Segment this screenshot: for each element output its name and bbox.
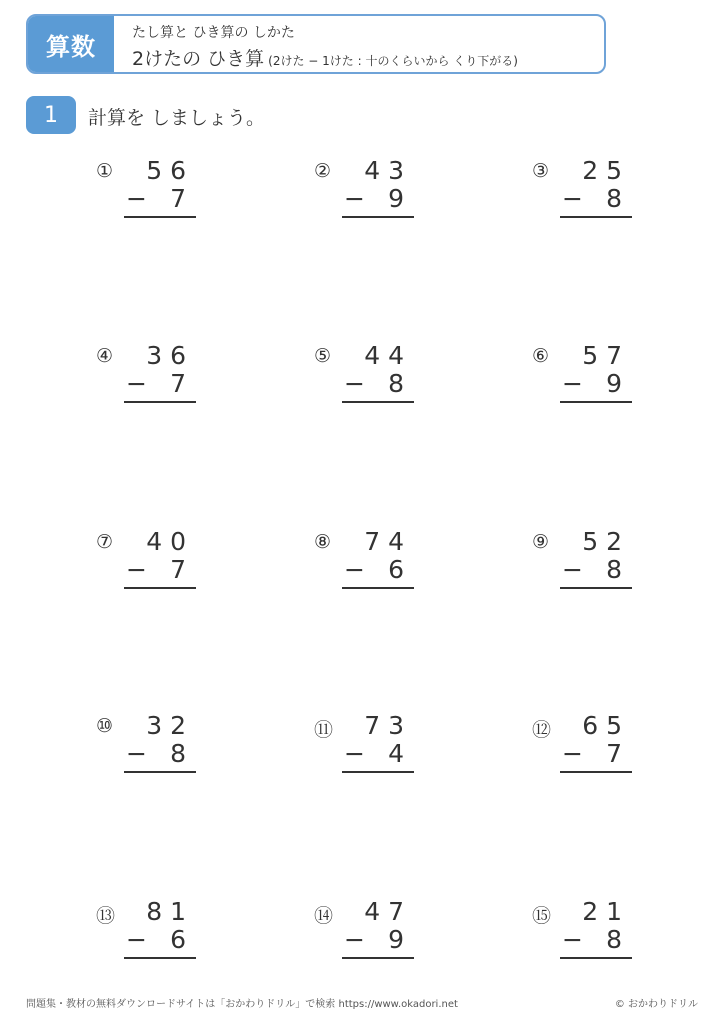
minuend: 56 — [146, 156, 194, 185]
question-instruction: 計算を しましょう。 — [88, 107, 266, 129]
answer-line — [342, 401, 414, 403]
subtrahend: 9 — [606, 369, 622, 398]
problem — [314, 897, 474, 967]
problem — [314, 156, 474, 226]
answer-line — [342, 957, 414, 959]
header-subtitle: たし算と ひき算の しかた — [132, 25, 295, 41]
minuend: 21 — [582, 897, 630, 926]
minus-sign: − — [126, 555, 147, 584]
problem-number: ⑫ — [532, 719, 552, 741]
subtrahend: 8 — [606, 925, 622, 954]
problem — [96, 156, 256, 226]
answer-line — [124, 771, 196, 773]
answer-line — [124, 216, 196, 218]
problem-number: ⑪ — [314, 719, 334, 741]
answer-line — [342, 587, 414, 589]
problem-number: ⑨ — [532, 531, 550, 553]
problem — [532, 527, 692, 597]
problem-number: ⑮ — [532, 905, 552, 927]
subtrahend: 9 — [388, 184, 404, 213]
problem-number: ⑬ — [96, 905, 116, 927]
answer-line — [124, 587, 196, 589]
minus-sign: − — [562, 369, 583, 398]
problem — [532, 897, 692, 967]
subtrahend: 7 — [170, 555, 186, 584]
subtrahend: 6 — [388, 555, 404, 584]
minus-sign: − — [344, 925, 365, 954]
subtrahend: 4 — [388, 739, 404, 768]
question-number-badge: 1 — [26, 96, 76, 134]
minuend: 40 — [146, 527, 194, 556]
minus-sign: − — [344, 369, 365, 398]
answer-line — [124, 401, 196, 403]
answer-line — [342, 771, 414, 773]
problem-number: ③ — [532, 160, 550, 182]
footer-site-text: 問題集・教材の無料ダウンロードサイトは「おかわりドリル」で検索 https://www.okadori.net — [26, 999, 458, 1010]
subject-tab: 算数 — [28, 16, 114, 72]
answer-line — [560, 401, 632, 403]
subtrahend: 7 — [170, 184, 186, 213]
problem — [314, 341, 474, 411]
problem-number: ④ — [96, 345, 114, 367]
answer-line — [124, 957, 196, 959]
minuend: 65 — [582, 711, 630, 740]
problem — [96, 711, 256, 781]
worksheet-title: 2けたの ひき算 — [132, 48, 265, 70]
header-title-row — [132, 44, 518, 71]
problem — [96, 341, 256, 411]
answer-line — [560, 216, 632, 218]
subtrahend: 8 — [170, 739, 186, 768]
minuend: 74 — [364, 527, 412, 556]
subtrahend: 8 — [606, 184, 622, 213]
worksheet-header — [26, 14, 606, 74]
answer-line — [342, 216, 414, 218]
minuend: 32 — [146, 711, 194, 740]
problem — [314, 527, 474, 597]
problem — [96, 527, 256, 597]
minus-sign: − — [344, 739, 365, 768]
problem-number: ⑦ — [96, 531, 114, 553]
minuend: 57 — [582, 341, 630, 370]
subtrahend: 8 — [388, 369, 404, 398]
problem-number: ① — [96, 160, 114, 182]
minus-sign: − — [562, 925, 583, 954]
answer-line — [560, 587, 632, 589]
minus-sign: − — [126, 184, 147, 213]
minuend: 36 — [146, 341, 194, 370]
minus-sign: − — [562, 739, 583, 768]
problem — [96, 897, 256, 967]
problem-number: ⑥ — [532, 345, 550, 367]
minuend: 44 — [364, 341, 412, 370]
minuend: 47 — [364, 897, 412, 926]
minuend: 43 — [364, 156, 412, 185]
minus-sign: − — [126, 739, 147, 768]
minus-sign: − — [562, 555, 583, 584]
minuend: 25 — [582, 156, 630, 185]
minus-sign: − — [562, 184, 583, 213]
footer-copyright: © おかわりドリル — [614, 999, 698, 1010]
subtrahend: 9 — [388, 925, 404, 954]
answer-line — [560, 957, 632, 959]
problem-number: ⑭ — [314, 905, 334, 927]
subtrahend: 6 — [170, 925, 186, 954]
problem — [532, 156, 692, 226]
problem — [314, 711, 474, 781]
minus-sign: − — [344, 184, 365, 213]
problem-number: ⑤ — [314, 345, 332, 367]
problem-number: ⑧ — [314, 531, 332, 553]
problem — [532, 341, 692, 411]
problem — [532, 711, 692, 781]
minuend: 52 — [582, 527, 630, 556]
worksheet-note: (2けた − 1けた : 十のくらいから くり下がる) — [268, 54, 518, 68]
minus-sign: − — [344, 555, 365, 584]
answer-line — [560, 771, 632, 773]
problem-number: ⑩ — [96, 715, 114, 737]
subtrahend: 7 — [170, 369, 186, 398]
minus-sign: − — [126, 369, 147, 398]
minus-sign: − — [126, 925, 147, 954]
minuend: 81 — [146, 897, 194, 926]
subtrahend: 7 — [606, 739, 622, 768]
minuend: 73 — [364, 711, 412, 740]
problem-number: ② — [314, 160, 332, 182]
subtrahend: 8 — [606, 555, 622, 584]
